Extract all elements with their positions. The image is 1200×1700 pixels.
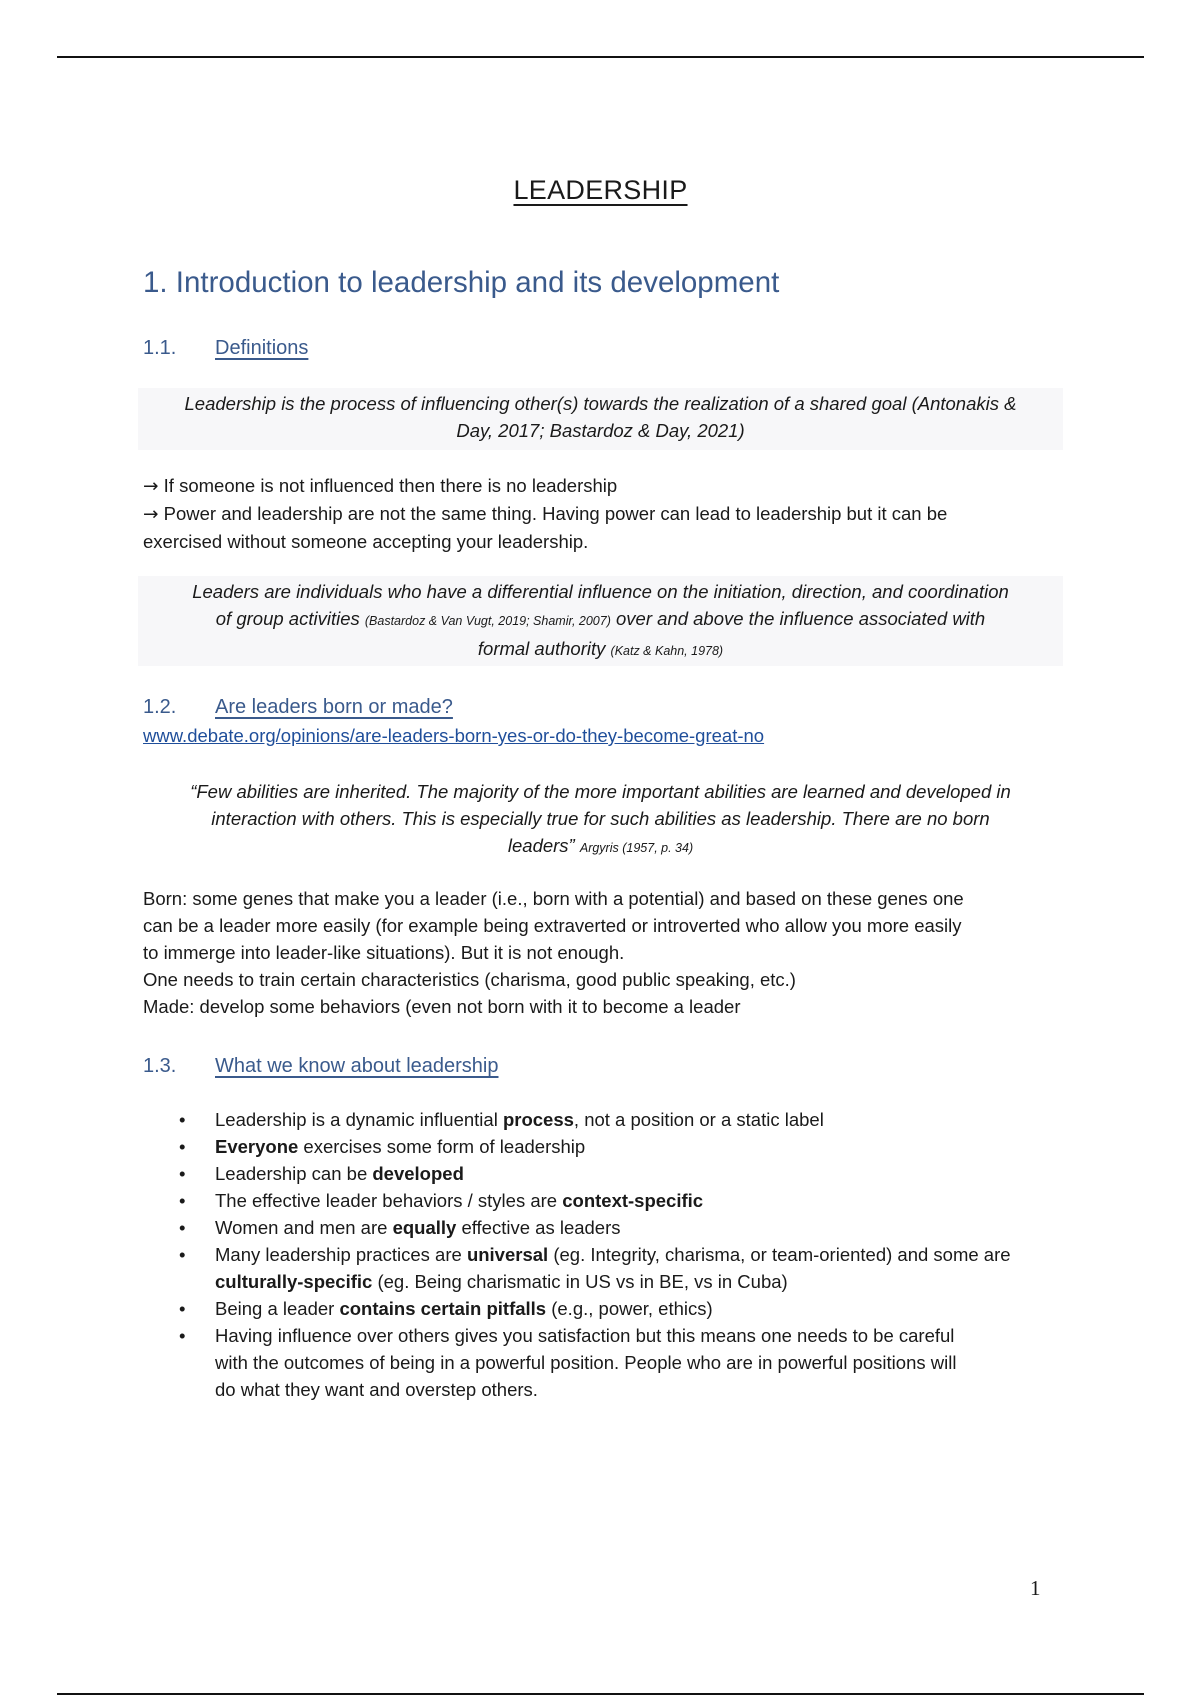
section-heading-what-we-know: [143, 1055, 499, 1078]
bullet-icon: •: [179, 1109, 186, 1130]
section-number: 1.2.: [143, 696, 177, 718]
page-number: 1: [1030, 1576, 1041, 1600]
arrow-notes: [143, 472, 1058, 555]
section-number: 1.3.: [143, 1055, 177, 1077]
list-item: • Leadership can be developed: [143, 1160, 1058, 1187]
bullet-icon: •: [179, 1163, 186, 1184]
debate-link[interactable]: www.debate.org/opinions/are-leaders-born-yes-or-do-they-become-great-no: [143, 725, 765, 746]
list-item: • Women and men are equally effective as leaders: [143, 1214, 1058, 1241]
document-title: LEADERSHIP: [513, 175, 688, 205]
bullet-icon: •: [179, 1298, 186, 1319]
leaders-quote: Leaders are individuals who have a differential influence on the initiation, direction, and coordination of group activities (Bastardoz & Van Vugt, 2019; Shamir, 2007) over and above the influence associated with formal authority (Katz & Kahn, 1978): [192, 581, 1009, 659]
section-heading-born-or-made: [143, 696, 453, 719]
header-rule: [57, 56, 1144, 58]
list-item: • The effective leader behaviors / styles are context-specific: [143, 1187, 1058, 1214]
list-item: • Many leadership practices are universal (eg. Integrity, charisma, or team-oriented) and some are culturally-specific (eg. Being charismatic in US vs in BE, vs in Cuba): [143, 1241, 1058, 1295]
note-line: exercised without someone accepting your leadership.: [143, 531, 589, 552]
list-item: • Leadership is a dynamic influential process, not a position or a static label: [143, 1106, 1058, 1133]
section-number: 1.1.: [143, 337, 177, 359]
definition-quote: Leadership is the process of influencing other(s) towards the realization of a shared goal (Antonakis & Day, 2017; Bastardoz & Day, 2021): [184, 393, 1017, 441]
argyris-quote: “Few abilities are inherited. The majority of the more important abilities are learned and developed in interaction with others. This is especially true for such abilities as leadership. There are no born leaders” Argyris (1957, p. 34): [190, 781, 1011, 856]
bullet-icon: •: [179, 1325, 186, 1346]
arrow-right-icon: →: [143, 504, 159, 525]
list-item: • Everyone exercises some form of leadership: [143, 1133, 1058, 1160]
note-line: → If someone is not influenced then there is no leadership: [143, 475, 618, 497]
citation: (Katz & Kahn, 1978): [610, 644, 724, 658]
bullet-icon: •: [179, 1136, 186, 1157]
chapter-heading: 1. Introduction to leadership and its development: [143, 266, 780, 299]
born-made-paragraph: Born: some genes that make you a leader (i.e., born with a potential) and based on these genes one can be a leader more easily (for example being extraverted or introverted who allow you more easily to immerge into leader-like situations). But it is not enough. One needs to train certain characteristics (charisma, good public speaking, etc.) Made: develop some behaviors (even not born with it to become a leader: [143, 888, 964, 1017]
bullet-icon: •: [179, 1244, 186, 1265]
section-title: What we know about leadership: [215, 1055, 499, 1077]
bullet-icon: •: [179, 1190, 186, 1211]
note-line: → Power and leadership are not the same thing. Having power can lead to leadership but it can be: [143, 503, 948, 525]
section-heading-definitions: [143, 337, 308, 360]
bullet-list: [143, 1106, 1058, 1403]
list-item: • Being a leader contains certain pitfalls (e.g., power, ethics): [143, 1295, 1058, 1322]
citation: (Bastardoz & Van Vugt, 2019; Shamir, 2007): [364, 614, 611, 628]
arrow-right-icon: →: [143, 476, 159, 497]
list-item: • Having influence over others gives you satisfaction but this means one needs to be careful with the outcomes of being in a powerful position. People who are in powerful positions will do what they want and overstep others.: [143, 1322, 1058, 1403]
footer-rule: [57, 1693, 1144, 1695]
citation: Argyris (1957, p. 34): [579, 841, 694, 855]
bullet-icon: •: [179, 1217, 186, 1238]
section-title: Are leaders born or made?: [215, 696, 453, 718]
section-title: Definitions: [215, 337, 309, 359]
